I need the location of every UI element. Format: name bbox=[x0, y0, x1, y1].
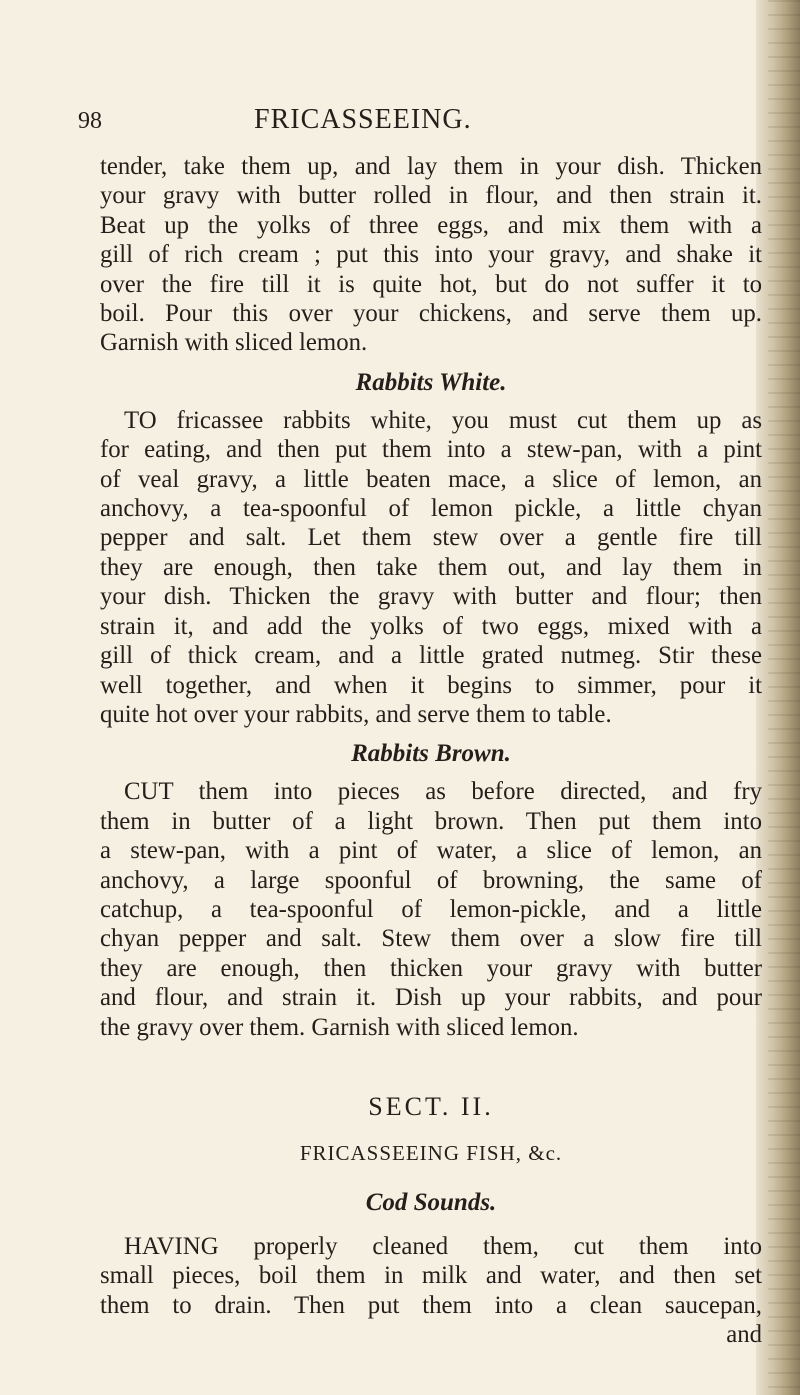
text-line: they are enough, then thicken your gravy with butter bbox=[100, 954, 762, 982]
text-line: anchovy, a tea-spoonful of lemon pickle, a little chyan bbox=[100, 495, 762, 523]
section-title: SECT. II. bbox=[368, 1091, 494, 1121]
text-line: CUT them into pieces as before directed, and fry bbox=[124, 778, 762, 806]
text-line: and flour, and strain it. Dish up your rabbits, and pour bbox=[100, 984, 762, 1012]
text-line: anchovy, a large spoonful of browning, the same of bbox=[100, 866, 762, 894]
page-edge-texture bbox=[768, 0, 800, 1395]
page-number: 98 bbox=[78, 108, 102, 134]
text-line: tender, take them up, and lay them in your dish. Thicken bbox=[100, 153, 762, 180]
text-line: small pieces, boil them in milk and water, and then set bbox=[100, 1262, 762, 1290]
text-line: Garnish with sliced lemon. bbox=[100, 329, 368, 357]
heading-rabbits-white: Rabbits White. bbox=[355, 368, 507, 396]
text-line: your dish. Thicken the gravy with butter and flour; then bbox=[100, 583, 762, 611]
paragraph-rabbits-brown bbox=[100, 777, 762, 1042]
text-line: chyan pepper and salt. Stew them over a slow fire till bbox=[100, 925, 762, 953]
text-line: your gravy with butter rolled in flour, and then strain it. bbox=[100, 182, 762, 210]
section-subtitle: FRICASSEEING FISH, &c. bbox=[299, 1140, 563, 1165]
text-line: gill of rich cream ; put this into your gravy, and shake it bbox=[100, 241, 762, 269]
text-line: them to drain. Then put them into a clean saucepan, bbox=[100, 1291, 762, 1319]
text-line: HAVING properly cleaned them, cut them into bbox=[124, 1232, 762, 1260]
text-line: they are enough, then take them out, and lay them in bbox=[100, 553, 762, 581]
text-line: Beat up the yolks of three eggs, and mix them with a bbox=[100, 211, 762, 239]
heading-rabbits-brown: Rabbits Brown. bbox=[351, 740, 511, 768]
text-line: quite hot over your rabbits, and serve them to table. bbox=[100, 700, 612, 728]
text-line: catchup, a tea-spoonful of lemon-pickle, and a little bbox=[100, 895, 762, 923]
text-line: gill of thick cream, and a little grated nutmeg. Stir these bbox=[100, 642, 762, 670]
text-line: of veal gravy, a little beaten mace, a slice of lemon, an bbox=[100, 465, 762, 493]
text-line: them in butter of a light brown. Then put them into bbox=[100, 807, 762, 835]
catchword: and bbox=[726, 1321, 762, 1349]
text-line: over the fire till it is quite hot, but do not suffer it to bbox=[100, 270, 762, 298]
text-line: the gravy over them. Garnish with sliced lemon. bbox=[100, 1013, 579, 1041]
page-content bbox=[78, 104, 762, 1350]
paragraph-chickens-continued bbox=[100, 152, 762, 358]
text-line: a stew-pan, with a pint of water, a slice of lemon, an bbox=[100, 837, 762, 865]
text-line: TO fricassee rabbits white, you must cut them up as bbox=[124, 406, 762, 434]
text-line: for eating, and then put them into a stew-pan, with a pint bbox=[100, 436, 762, 464]
heading-cod-sounds: Cod Sounds. bbox=[365, 1188, 497, 1216]
running-title: FRICASSEEING. bbox=[254, 104, 472, 135]
running-head bbox=[78, 104, 762, 152]
paragraph-cod-sounds bbox=[100, 1232, 762, 1320]
text-line: well together, and when it begins to simmer, pour it bbox=[100, 671, 762, 699]
text-line: strain it, and add the yolks of two eggs, mixed with a bbox=[100, 612, 762, 640]
paragraph-rabbits-white bbox=[100, 406, 762, 729]
text-line: boil. Pour this over your chickens, and serve them up. bbox=[100, 300, 762, 328]
text-line: pepper and salt. Let them stew over a gentle fire till bbox=[100, 524, 762, 552]
